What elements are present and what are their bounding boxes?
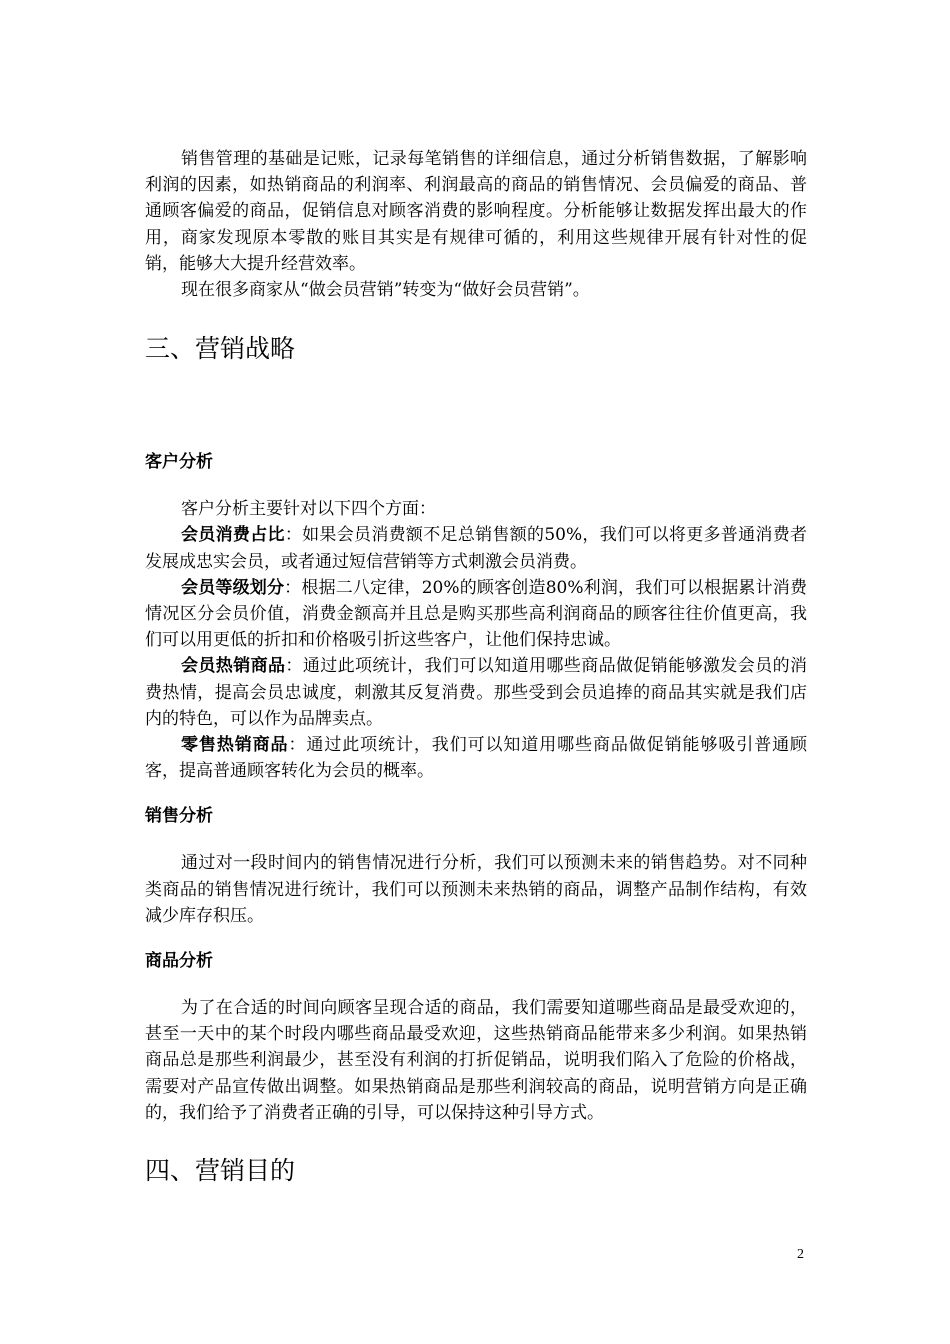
item-text: 如果会员消费额不足总销售额的50%，我们可以将更多普通消费者发展成忠实会员，或者通过短信营销等方式刺激会员消费。 <box>145 525 808 572</box>
customer-analysis-intro: 客户分析主要针对以下四个方面： <box>181 499 436 520</box>
term-label: 会员热销商品 <box>181 656 286 677</box>
item-text: 根据二八定律，20%的顾客创造80%利润，我们可以根据累计消费情况区分会员价值，消费金额高并且总是购买那些高利润商品的顾客往往价值更高，我们可以用更低的折扣和价格吸引折这些客户，让他们保持忠诚。 <box>145 577 808 651</box>
product-analysis-title: 商品分析 <box>145 951 213 972</box>
intro-paragraph-1: 销售管理的基础是记账，记录每笔销售的详细信息，通过分析销售数据，了解影响利润的因素，如热销商品的利润率、利润最高的商品的销售情况、会员偏爱的商品、普通顾客偏爱的商品，促销信息对顾客消费的影响程度。分析能够让数据发挥出最大的作用，商家发现原本零散的账目其实是有规律可循的，利用这些规律开展有针对性的促销，能够大大提升经营效率。 <box>145 149 807 274</box>
intro-paragraph-2: 现在很多商家从“做会员营销”转变为“做好会员营销”。 <box>181 280 590 301</box>
customer-item-4: 零售热销商品：通过此项统计，我们可以知道用哪些商品做促销能够吸引普通顾客，提高普通顾客转化为会员的概率。 <box>145 735 808 782</box>
term-label: 零售热销商品 <box>181 735 289 756</box>
section-4-heading: 四、营销目的 <box>145 1156 296 1186</box>
term-label: 会员消费占比 <box>181 525 285 546</box>
customer-analysis-title: 客户分析 <box>145 452 213 473</box>
sales-analysis-text: 通过对一段时间内的销售情况进行分析，我们可以预测未来的销售趋势。对不同种类商品的销售情况进行统计，我们可以预测未来热销的商品，调整产品制作结构，有效减少库存积压。 <box>145 853 807 926</box>
customer-item-1: 会员消费占比：如果会员消费额不足总销售额的50%，我们可以将更多普通消费者发展成忠实会员，或者通过短信营销等方式刺激会员消费。 <box>145 525 808 572</box>
item-text: 通过此项统计，我们可以知道用哪些商品做促销能够吸引普通顾客，提高普通顾客转化为会员的概率。 <box>145 735 808 782</box>
term-label: 会员等级划分 <box>181 577 285 598</box>
document-page <box>145 145 807 1186</box>
item-text: 通过此项统计，我们可以知道用哪些商品做促销能够激发会员的消费热情，提高会员忠诚度，刺激其反复消费。那些受到会员追捧的商品其实就是我们店内的特色，可以作为品牌卖点。 <box>145 656 808 729</box>
section-3-heading: 三、营销战略 <box>145 334 296 364</box>
sales-analysis-title: 销售分析 <box>145 806 213 827</box>
customer-item-3: 会员热销商品：通过此项统计，我们可以知道用哪些商品做促销能够激发会员的消费热情，提高会员忠诚度，刺激其反复消费。那些受到会员追捧的商品其实就是我们店内的特色，可以作为品牌卖点。 <box>145 656 808 729</box>
customer-item-2: 会员等级划分：根据二八定律，20%的顾客创造80%利润，我们可以根据累计消费情况区分会员价值，消费金额高并且总是购买那些高利润商品的顾客往往价值更高，我们可以用更低的折扣和价格吸引折这些客户，让他们保持忠诚。 <box>145 577 808 651</box>
page-number: 2 <box>797 1247 804 1262</box>
product-analysis-text: 为了在合适的时间向顾客呈现合适的商品，我们需要知道哪些商品是最受欢迎的，甚至一天中的某个时段内哪些商品最受欢迎，这些热销商品能带来多少利润。如果热销商品总是那些利润最少，甚至没有利润的打折促销品，说明我们陷入了危险的价格战，需要对产品宣传做出调整。如果热销商品是那些利润较高的商品，说明营销方向是正确的，我们给予了消费者正确的引导，可以保持这种引导方式。 <box>145 998 807 1123</box>
